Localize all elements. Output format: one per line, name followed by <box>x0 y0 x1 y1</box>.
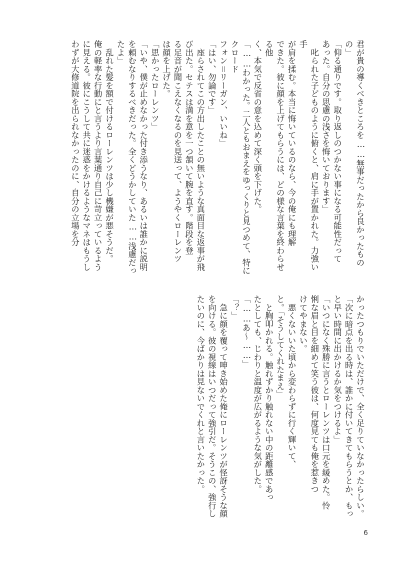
text-line: 「いや、僕が止めなかった付き添うなり、あるいは誰かに説明 <box>139 40 150 271</box>
text-line: 君が貴の導くべきところを……無事だったから良かったもの <box>356 40 366 267</box>
text-line: 「思かったローレンツ」 <box>150 40 161 131</box>
text-line: かったつもりでいただけで、全く足りていなかったらしい。 <box>356 295 366 518</box>
text-line: あった。自分の思慮の浅さを悔いております」 <box>321 40 332 214</box>
text-line: と早い時間に出かけるか気をつけるよ」 <box>333 295 344 444</box>
text-line: 座らされてこの方出したことの無いような真面目な返事が飛 <box>196 40 207 271</box>
text-line: は顔を上げた。 <box>162 40 173 98</box>
page-number: 6 <box>363 529 368 537</box>
text-line: 「仰る通りです。取り返しのつかない事になる可能性だって <box>333 40 344 263</box>
text-line: と。「そうしてくれたまえ」 <box>276 295 287 399</box>
text-line: が肩を揉む。本当に悔いているのなら、今の俺にも理解 <box>287 40 298 247</box>
text-line: の」 <box>344 40 355 57</box>
text-line: フォン＝リーガン、いいね」 <box>219 40 230 148</box>
text-line: 悧な眉と目を細めて笑う彼は、何度見ても俺を惹きつ <box>310 295 321 493</box>
text-line: を頼むなりするべきだった。全くどうかしていた……浅慮だっ <box>127 40 138 275</box>
text-line: と胸叩かれる。触れずかり触れない中の距離感であっ <box>264 295 275 502</box>
text-column-bottom <box>38 295 366 533</box>
text-line: できた。彼に顔を上げてもらうには、どの様な言葉を終わらせる他 <box>264 40 287 271</box>
text-line: 「……あ〜……」 <box>241 295 252 369</box>
text-line: 悪くないいた頃から変わらずに行く輝いて、 <box>287 295 298 469</box>
text-line: 「次に暗点を出る時は、誰かに付いてきてもらうとか、もっ <box>344 295 355 518</box>
text-line: わずが大修道院を出られなかったのに、自分の立場を分 <box>70 40 81 247</box>
text-line: る足音が聞こえなくなるのを見送って、ようやくローレンツ <box>173 40 184 263</box>
text-line: 「……わかった。二人ともおまえをゆっくりと見つめて、特にクロード <box>230 40 252 275</box>
text-line: 「はい、勿論です」 <box>207 40 218 115</box>
text-line: 「いつになく殊勝に言うとローレンツは口元を緩めた。怜 <box>321 295 332 510</box>
text-line: たよ」 <box>116 40 127 65</box>
text-line: 乱れた髪を額で付けるローレンツは少し機嫌が悪そうだ。 <box>105 40 116 263</box>
text-column-top <box>38 40 366 278</box>
text-line: を向ける。彼の視線はいつだって強引だ。そうこの、強行し <box>207 295 218 518</box>
text-line: 叱られた子どものように俯くと、肩に手が置かれた。力強い手 <box>298 40 321 271</box>
text-line: たいのに、今ばかりは見ないでくれと言いたかった。 <box>196 295 207 493</box>
text-line: 急に顔を覆って呻き始めた俺にローレンツが怪訝そうな顔 <box>219 295 230 518</box>
text-line: 俺の軽率な行動にと言うより言葉通り自己に苛立っているよう <box>93 40 104 271</box>
text-line: び出た。セテスは満を意を一つ頷いて腕を直す。階段を登 <box>184 40 195 255</box>
text-line: けてやまない。 <box>298 295 309 353</box>
text-line: 「？」 <box>230 295 241 320</box>
text-line: に見える。彼にこうして共に迷惑をかけるようなマネはもうし <box>82 40 93 271</box>
text-line: たとしても、じわりと温度が広がるような気がした。 <box>253 295 264 493</box>
text-line: く、本気で反省の意を込めて深く頭を下げた。 <box>253 40 264 214</box>
